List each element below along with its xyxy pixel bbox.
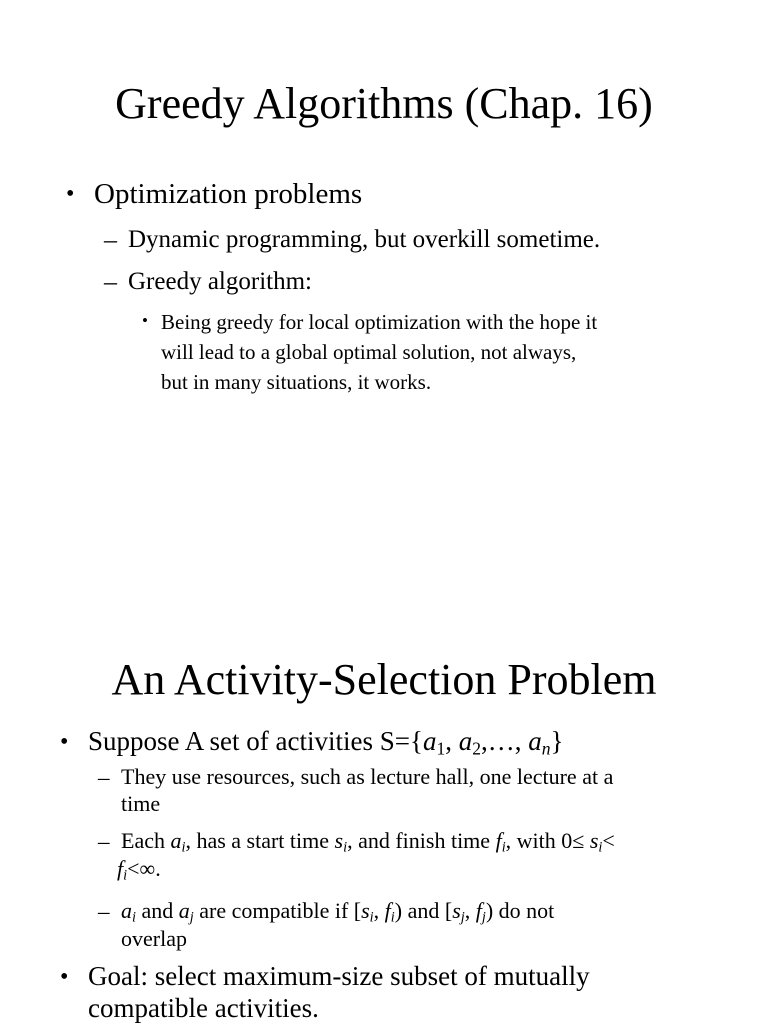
sub-sub-bullet-line-2: will lead to a global optimal solution, not always, — [161, 340, 577, 364]
slide-title: An Activity-Selection Problem — [111, 655, 657, 704]
sub-bullet-start-finish-line-2: $f_i<\infty$. — [117, 856, 161, 884]
sub-sub-bullet-line-3: but in many situations, it works. — [161, 370, 432, 394]
bullet-marker: • — [66, 181, 75, 207]
goal-line-2: compatible activities. — [88, 993, 319, 1023]
sub-bullet-text: Greedy algorithm: — [128, 268, 312, 295]
sub-bullet-compatible-line-2: overlap — [121, 926, 187, 951]
goal-line-1: Goal: select maximum-size subset of mutually — [88, 961, 590, 991]
dash-marker: – — [104, 225, 117, 254]
dash-marker: – — [98, 765, 110, 790]
dash-marker: – — [98, 829, 110, 854]
bullet-text: Optimization problems — [94, 178, 363, 210]
sub-bullet-start-finish-line-1: Each $a_i$, has a start time $s_i$, and finish time $f_i$, with $0\le s_i<$ — [121, 828, 615, 856]
dash-marker: – — [98, 899, 110, 924]
slide-2 — [0, 512, 768, 1024]
sub-bullet-line-1: They use resources, such as lecture hall, one lecture at a — [121, 764, 614, 789]
sub-bullet-line-2: time — [121, 791, 161, 816]
sub-bullet-compatible-line-1: $a_i$ and $a_j$ are compatible if [$s_i$, $f_i$) and [$s_j$, $f_j$) do not — [121, 898, 555, 926]
bullet-marker: • — [60, 729, 69, 755]
slide-title: Greedy Algorithms (Chap. 16) — [115, 79, 653, 128]
sub-bullet-text: Dynamic programming, but overkill sometime. — [128, 226, 601, 253]
bullet-marker: • — [60, 964, 69, 990]
dash-marker: – — [104, 267, 117, 296]
bullet-text-activities-set: Suppose A set of activities $S=\{a_1$, $a_2,\dots$, $a_n$} — [88, 726, 564, 759]
sub-sub-bullet-line-1: Being greedy for local optimization with the hope it — [161, 310, 598, 334]
sub-sub-bullet-marker: • — [142, 311, 148, 330]
